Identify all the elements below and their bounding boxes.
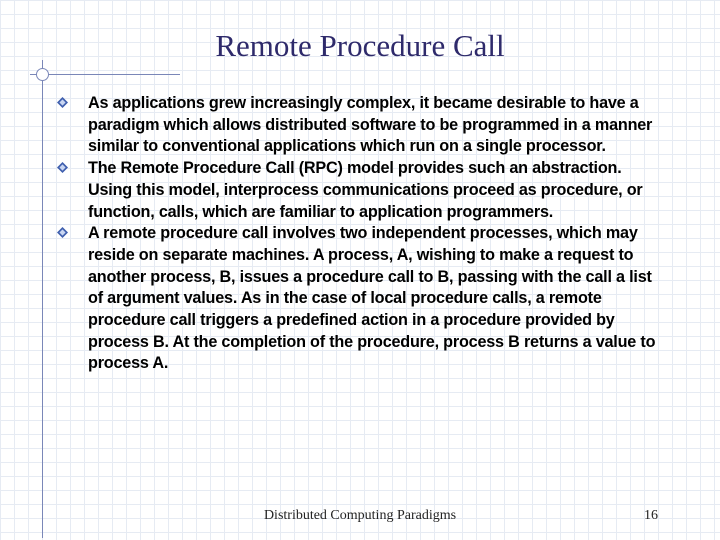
slide-title: Remote Procedure Call [215, 28, 505, 63]
diamond-bullet-icon [57, 227, 68, 238]
bullet-item [55, 93, 665, 158]
diamond-bullet-icon [57, 97, 68, 108]
title-underline [30, 74, 180, 75]
bullet-item [55, 158, 665, 223]
bullet-text: A remote procedure call involves two independent processes, which may reside on separate machines. A process, A, wishing to make a request to another process, B, issues a procedure call to B, passing with the call a list of argument values. As in the case of local procedure calls, a remote procedure call triggers a predefined action in a procedure provided by process B. At the completion of the procedure, process B returns a value to process A. [88, 224, 656, 373]
bullet-item [55, 223, 665, 375]
corner-circle-ornament [36, 68, 49, 81]
diamond-bullet-icon [57, 162, 68, 173]
slide-footer: Distributed Computing Paradigms [263, 508, 457, 523]
bullet-text: As applications grew increasingly complex, it became desirable to have a paradigm which allows distributed software to be programmed in a manner similar to conventional applications which run on a single processor. [88, 94, 653, 156]
bullet-text: The Remote Procedure Call (RPC) model provides such an abstraction. Using this model, interprocess communications proceed as procedure, or function, calls, which are familiar to application programmers. [88, 159, 643, 221]
left-margin-line [42, 60, 43, 538]
page-number: 16 [644, 508, 658, 523]
bullet-list [55, 93, 665, 375]
